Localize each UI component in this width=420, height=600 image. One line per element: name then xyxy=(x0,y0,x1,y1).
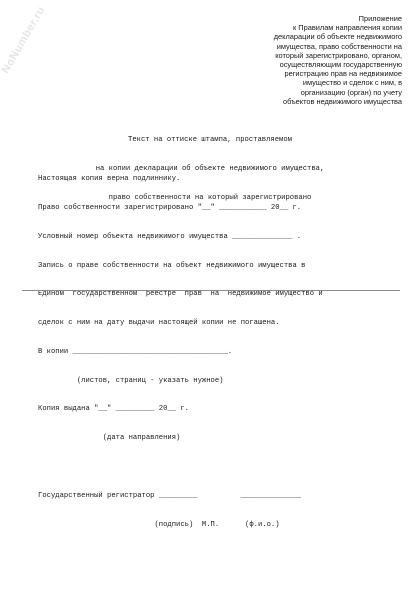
body-line: Копия выдана "__" _________ 20__ г. xyxy=(38,405,189,414)
appendix-line: имущества, право собственности на xyxy=(276,41,402,51)
body-line: Едином государственном реестре прав на недвижимое имущество и xyxy=(38,290,323,299)
heading-line: Текст на оттиске штампа, проставляемом xyxy=(128,136,292,145)
body-line: Запись о праве собственности на объект недвижимого имущества в xyxy=(38,261,306,270)
appendix-line: организацию (орган) по учету xyxy=(300,87,402,97)
body-line: Настоящая копия верна подлиннику. xyxy=(38,175,181,184)
body-line: (подпись) М.П. (ф.и.о.) xyxy=(38,520,280,529)
watermark: NoNumber.ru xyxy=(0,4,48,76)
appendix-line: осуществляющим государственную xyxy=(279,60,402,70)
body-line: Государственный регистратор _________ ______________ xyxy=(38,491,302,500)
appendix-line: объектов недвижимого имущества xyxy=(282,96,402,106)
heading-line: право собственности на который зарегистрировано xyxy=(108,193,312,202)
appendix-line: имущество и сделок с ним, в xyxy=(302,78,402,88)
body-line: В копии ____________________________________. xyxy=(38,347,233,356)
body-line xyxy=(38,463,323,473)
appendix-line: к Правилам направления копии xyxy=(293,23,402,33)
stamp-body xyxy=(38,156,323,540)
body-line: (дата направления) xyxy=(38,434,181,443)
body-line: (листов, страниц - указать нужное) xyxy=(38,376,224,385)
appendix-line: декларации об объекте недвижимого xyxy=(273,32,402,42)
appendix-line: который зарегистрировано, органом, xyxy=(275,50,402,60)
appendix-header xyxy=(232,14,402,106)
body-line: Условный номер объекта недвижимого имущества ______________ . xyxy=(38,232,302,241)
body-line: Право собственности зарегистрировано "__" ___________ 20__ г. xyxy=(38,203,302,212)
body-line: сделок с ним на дату выдачи настоящей копии не погашена. xyxy=(38,319,280,328)
divider xyxy=(22,290,400,291)
appendix-line: Приложение xyxy=(358,14,402,23)
heading-line: на копии декларации об объекте недвижимого имущества, xyxy=(95,164,325,173)
appendix-line: регистрацию прав на недвижимое xyxy=(284,69,402,79)
